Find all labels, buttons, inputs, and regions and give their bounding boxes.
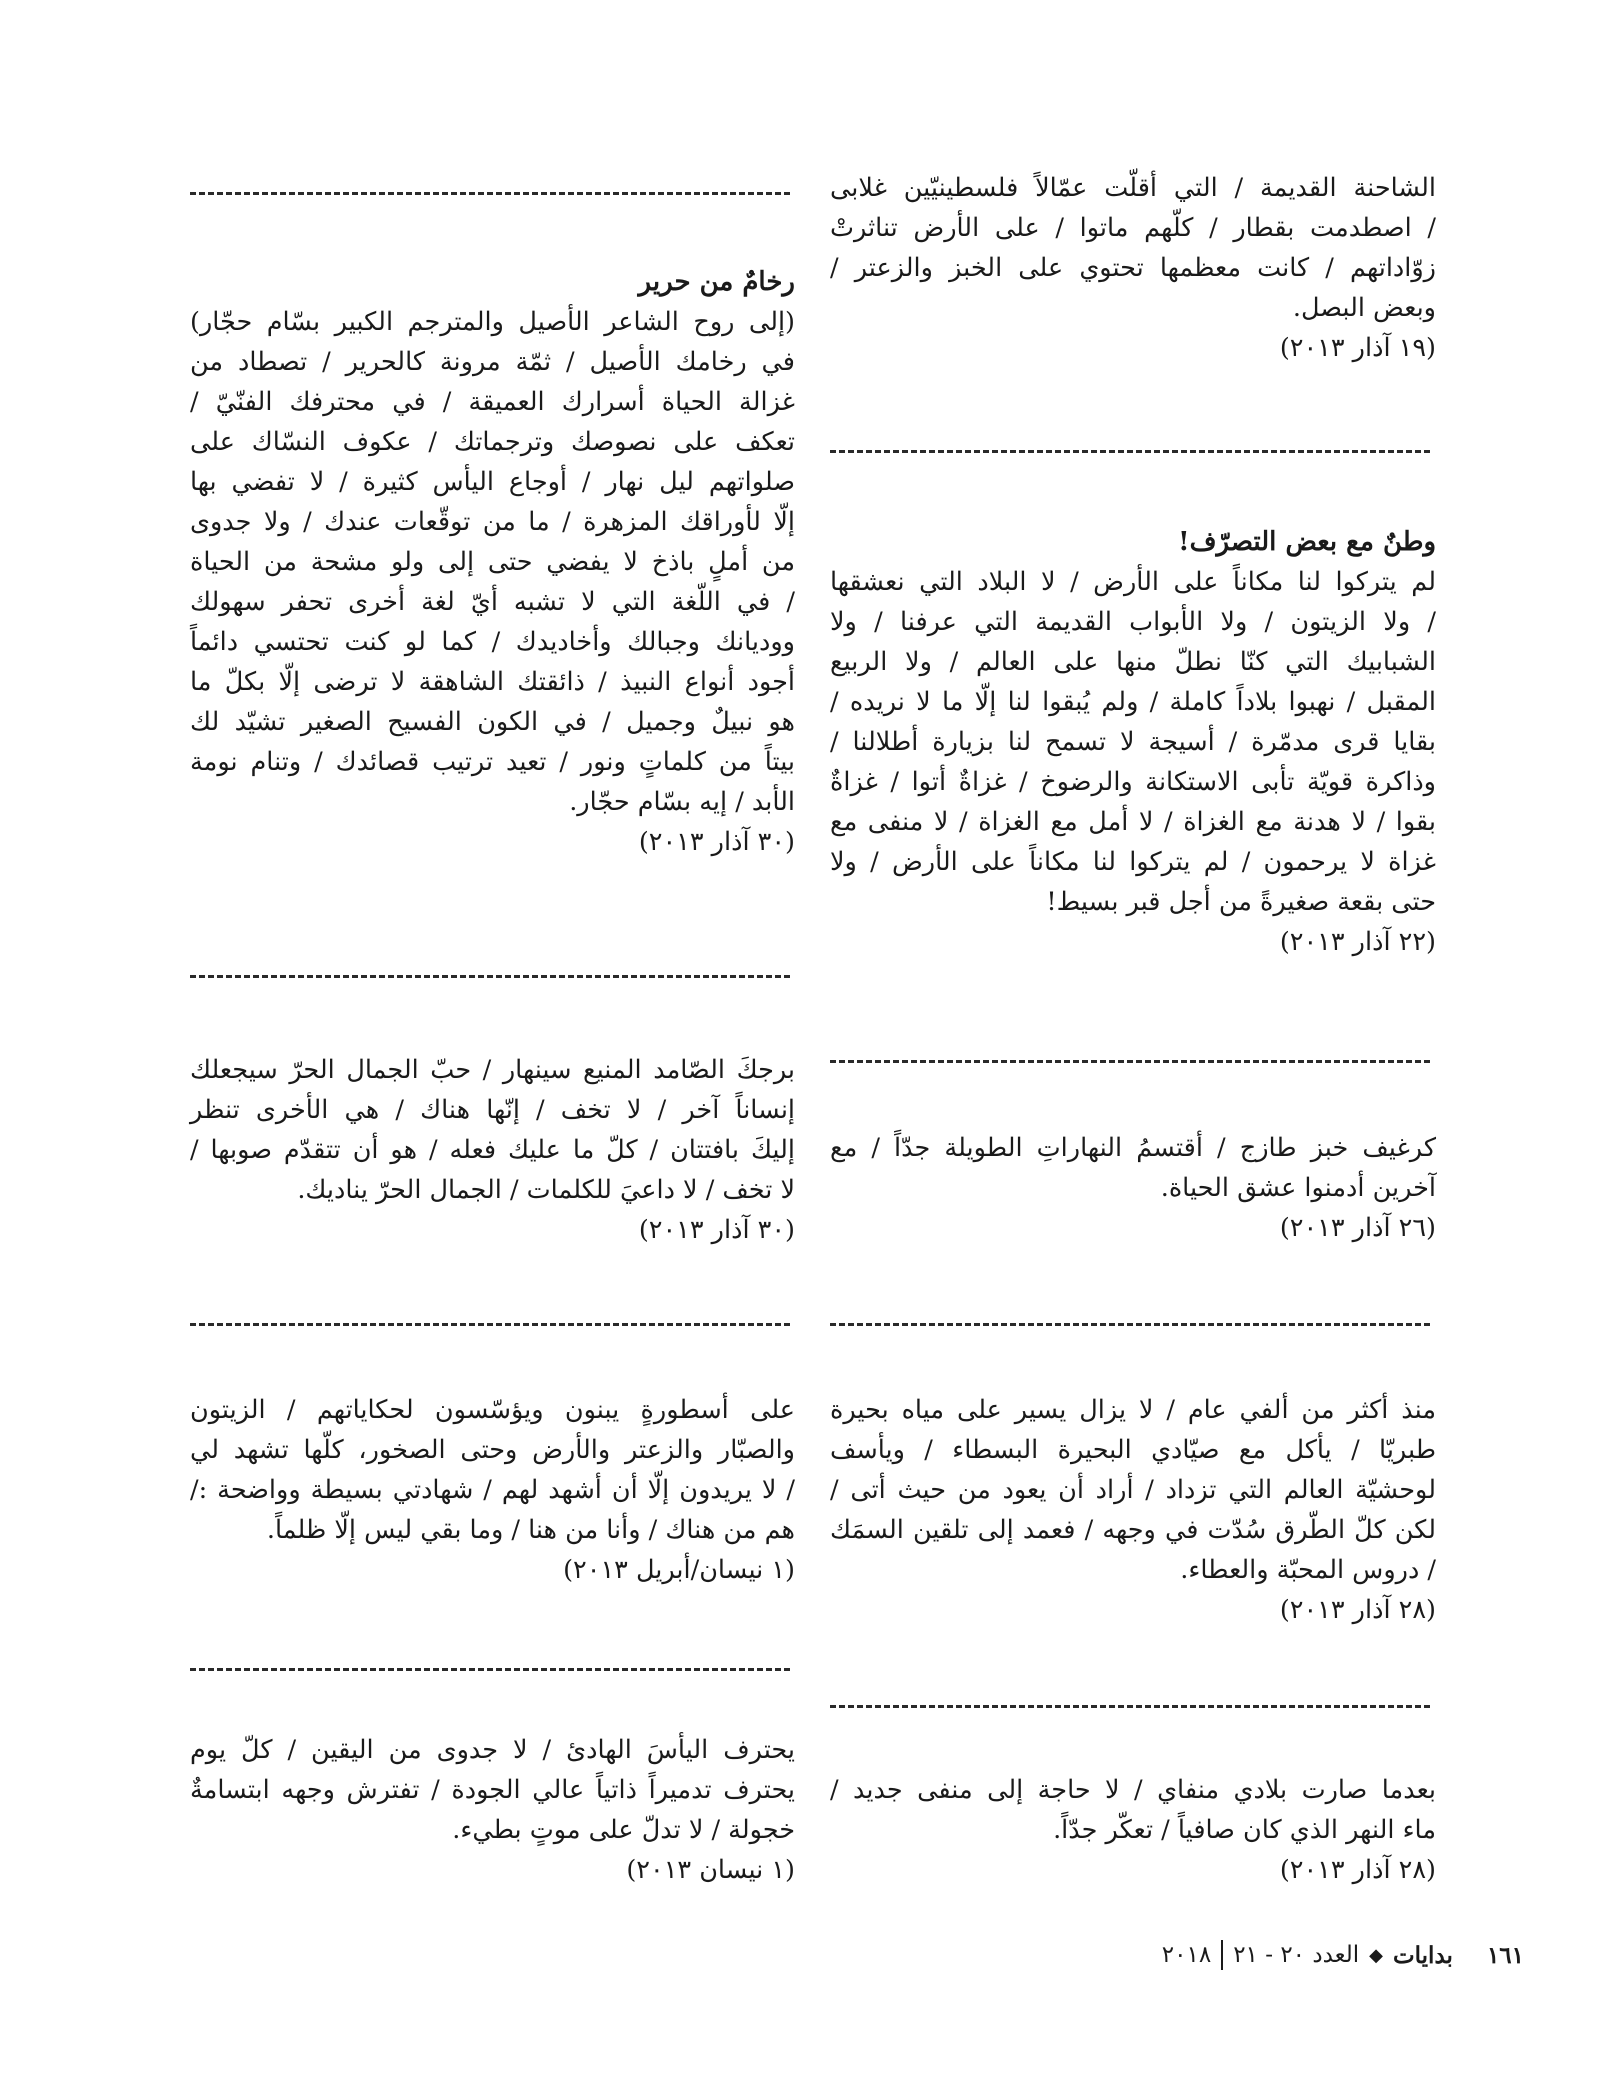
section-divider [190,192,790,195]
poem-date: (١ نيسان ٢٠١٣) [626,1855,795,1885]
poem-line: لوحشيّة العالم التي تزداد / أراد أن يعود من حيث أتى / [830,1475,1436,1505]
poem-line: بعدما صارت بلادي منفاي / لا حاجة إلى منفى جديد / [830,1775,1436,1805]
poem-line: والصبّار والزعتر والأرض وحتى الصخور، كلّها تشهد لي [190,1435,795,1465]
poem-line: طبريّا / يأكل مع صيّادي البحيرة البسطاء / ويأسف [830,1435,1436,1465]
section-divider [830,1323,1430,1326]
poem-line: تعكف على نصوصك وترجماتك / عكوف النسّاك على [190,427,795,457]
poem-line: ماء النهر الذي كان صافياً / تعكّر جدّاً. [1053,1815,1436,1845]
diamond-icon: ◆ [1369,1944,1383,1966]
poem-date: (٣٠ آذار ٢٠١٣) [638,827,795,857]
poem-line: على أسطورةٍ يبنون ويؤسّسون لحكاياتهم / الزيتون [190,1395,795,1425]
poem-line: آخرين أدمنوا عشق الحياة. [1160,1173,1436,1203]
poem-line: / في اللّغة التي لا تشبه أيّ لغة أخرى تحفر سهولك [190,587,795,617]
poem-title: رخامٌ من حرير [638,267,795,297]
poem-line: / اصطدمت بقطار / كلّهم ماتوا / على الأرض تناثرتْ [830,213,1436,243]
poem-entry [830,1770,1436,1890]
poem-line: إنساناً آخر / لا تخف / إنّها هناك / هي الأخرى تنظر [190,1095,795,1125]
poem-line: / ولا الزيتون / ولا الأبواب القديمة التي عرفنا / ولا [830,607,1436,637]
issue-year: ٢٠١٨ [1161,1942,1212,1968]
poem-line: من أملٍ باذخ لا يفضي حتى إلى ولو مشحة من الحياة [190,547,795,577]
poem-line: الشاحنة القديمة / التي أقلّت عمّالاً فلسطينيّين غلابى [830,173,1436,203]
footer-separator [1221,1940,1223,1970]
poem-entry [190,1390,795,1590]
poem-entry [830,522,1436,962]
poem-line: منذ أكثر من ألفي عام / لا يزال يسير على مياه بحيرة [830,1395,1436,1425]
poem-line: غزالة الحياة أسرارك العميقة / في محترفك الفنّيّ / [190,387,795,417]
poem-date: (١٩ آذار ٢٠١٣) [1279,333,1436,363]
poem-line: بقايا قرى مدمّرة / أسيجة لا تسمح لنا بزيارة أطلالنا / [830,727,1436,757]
poem-line: بقوا / لا هدنة مع الغزاة / لا أمل مع الغزاة / لا منفى مع [830,807,1436,837]
poem-line: صلواتهم ليل نهار / أوجاع اليأس كثيرة / لا تفضي بها [190,467,795,497]
poem-date: (٣٠ آذار ٢٠١٣) [638,1215,795,1245]
poem-line: أجود أنواع النبيذ / ذائقتك الشاهقة لا ترضى إلّا بكلّ ما [190,667,795,697]
poem-date: (٢٨ آذار ٢٠١٣) [1279,1595,1436,1625]
poem-line: حتى بقعة صغيرةً من أجل قبر بسيط! [1046,887,1436,917]
poem-line: يحترف اليأسَ الهادئ / لا جدوى من اليقين / كلّ يوم [190,1735,795,1765]
poem-line: بيتاً من كلماتٍ ونور / تعيد ترتيب قصائدك / وتنام نومة [190,747,795,777]
poem-line: إلّا لأوراقك المزهرة / ما من توقّعات عندك / ولا جدوى [190,507,795,537]
poem-entry [830,1390,1436,1630]
poem-entry [830,1128,1436,1248]
poem-line: هم من هناك / وأنا من هنا / وما بقي ليس إلّا ظلماً. [266,1515,795,1545]
poem-line: برجكَ الصّامد المنيع سينهار / حبّ الجمال الحرّ سيجعلك [190,1055,795,1085]
section-divider [830,1705,1430,1708]
poem-line: (إلى روح الشاعر الأصيل والمترجم الكبير بسّام حجّار) [190,307,795,337]
poem-line: في رخامك الأصيل / ثمّة مرونة كالحرير / تصطاد من [190,347,795,377]
poem-date: (١ نيسان/أبريل ٢٠١٣) [563,1555,795,1585]
section-divider [190,1668,790,1671]
poem-line: إليكَ بافتتان / كلّ ما عليك فعله / هو أن تتقدّم صوبها / [190,1135,795,1165]
poem-entry [190,1730,795,1890]
poem-line: / لا يريدون إلّا أن أشهد لهم / شهادتي بسيطة وواضحة :/ [190,1475,795,1505]
poem-line: لكن كلّ الطّرق سُدّت في وجهه / فعمد إلى تلقين السمَك [830,1515,1436,1545]
page-footer [1162,1940,1524,1970]
page-number: ١٦١ [1486,1941,1524,1969]
poem-line: وذاكرة قويّة تأبى الاستكانة والرضوخ / غزاةٌ أتوا / غزاةٌ [830,767,1436,797]
poem-entry [190,262,795,862]
section-divider [830,1060,1430,1063]
poem-date: (٢٨ آذار ٢٠١٣) [1279,1855,1436,1885]
poem-date: (٢٦ آذار ٢٠١٣) [1279,1213,1436,1243]
poem-line: لا تخف / لا داعيَ للكلمات / الجمال الحرّ يناديك. [297,1175,795,1205]
poem-line: ووديانك وجبالك وأخاديدك / كما لو كنت تحتسي دائماً [190,627,795,657]
section-divider [830,450,1430,453]
poem-line: زوّاداتهم / كانت معظمها تحتوي على الخبز والزعتر / [830,253,1436,283]
poem-line: الشبابيك التي كنّا نطلّ منها على العالم / ولا الربيع [830,647,1436,677]
poem-line: وبعض البصل. [1292,293,1436,323]
left-column [190,0,795,2095]
section-divider [190,975,790,978]
poem-line: غزاة لا يرحمون / لم يتركوا لنا مكاناً على الأرض / ولا [830,847,1436,877]
poem-date: (٢٢ آذار ٢٠١٣) [1279,927,1436,957]
poem-line: لم يتركوا لنا مكاناً على الأرض / لا البلاد التي نعشقها [830,567,1436,597]
poem-line: خجولة / لا تدلّ على موتٍ بطيء. [452,1815,795,1845]
issue-label: العدد ٢٠ - ٢١ [1233,1942,1360,1968]
poem-line: هو نبيلٌ وجميل / في الكون الفسيح الصغير تشيّد لك [190,707,795,737]
poem-entry [190,1050,795,1250]
poem-line: المقبل / نهبوا بلاداً كاملة / ولم يُبقوا لنا إلّا ما لا نريده / [830,687,1436,717]
magazine-name: بدايات [1393,1941,1453,1969]
poem-line: / دروس المحبّة والعطاء. [1180,1555,1436,1585]
poem-entry [830,168,1436,368]
poem-line: الأبد / إيه بسّام حجّار. [569,787,795,817]
poem-line: يحترف تدميراً ذاتياً عالي الجودة / تفترش وجهه ابتسامةٌ [190,1775,795,1805]
poem-line: كرغيف خبز طازج / أقتسمُ النهاراتِ الطويلة جدّاً / مع [830,1133,1436,1163]
section-divider [190,1323,790,1326]
poem-title: وطنٌ مع بعض التصرّف! [1178,527,1436,557]
right-column [830,0,1436,2095]
